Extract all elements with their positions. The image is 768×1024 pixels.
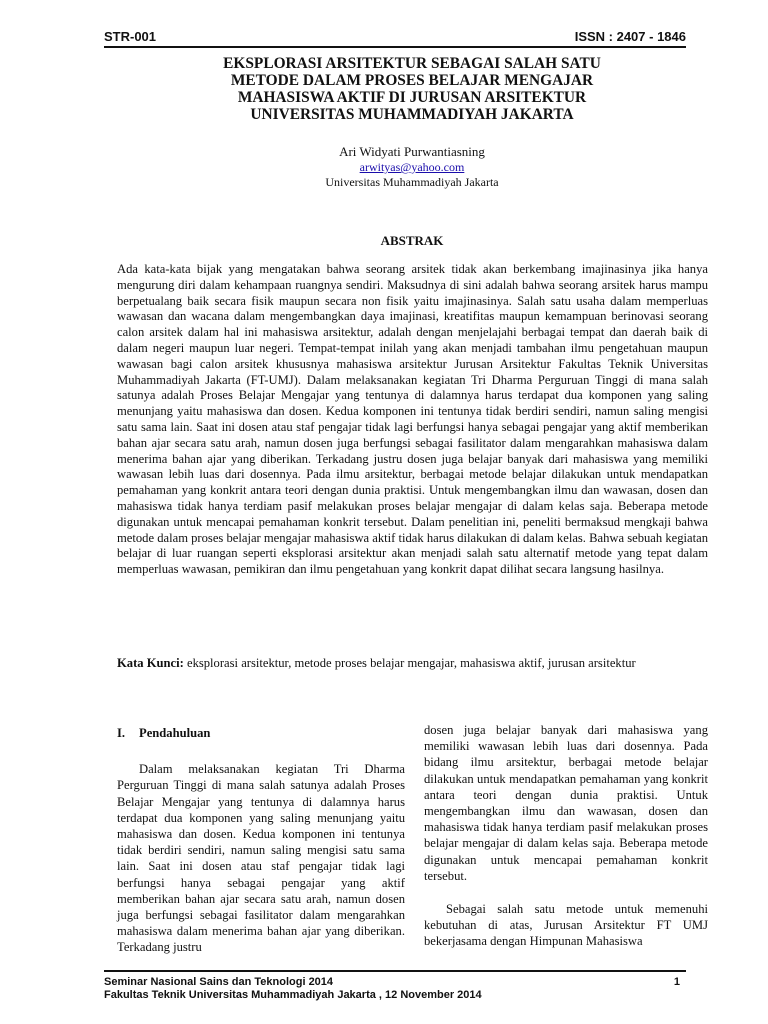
section-title: Pendahuluan — [139, 726, 211, 740]
right-column — [424, 722, 708, 950]
page-footer — [104, 976, 686, 1002]
abstract-text: Ada kata-kata bijak yang mengatakan bahwa seorang arsitek tidak akan berkembang imajinasinya jika hanya mengurung diri dalam kehampaan ruangnya sendiri. Maksudnya di sini adalah bahwa seorang arsitek harus mampu berpetualang baik secara fisik maupun secara non fisik yaitu imajinasinya. Salah satu usaha dalam memperluas wawasan dan wacana dalam mengembangkan daya imajinasi, kreatifitas maupun kemampuan berinovasi seorang calon arsitek dalam hal ini mahasiswa arsitektur, adalah dengan menjelajahi berbagai tempat dan daerah baik di dalam negeri maupun luar negeri. Tempat-tempat inilah yang akan menjadi tambahan ilmu pengetahuan maupun wawasan bagi calon arsitek khususnya mahasiswa arsitektur Jurusan Arsitektur Fakultas Teknik Universitas Muhammadiyah Jakarta (FT-UMJ). Dalam melaksanakan kegiatan Tri Dharma Perguruan Tinggi di mana salah satunya adalah Proses Belajar Mengajar yang tentunya di dalamnya harus terdapat dua komponen yang saling menunjang yaitu mahasiswa dan dosen. Kedua komponen ini tentunya tidak berdiri sendiri, namun saling mengisi satu sama lain. Saat ini dosen atau staf pengajar tidak lagi berfungsi hanya sebagai pengajar yang aktif memberikan bahan ajar secara satu arah, namun dosen juga berfungsi sebagai fasilitator dalam mengarahkan mahasiswa dalam menerima bahan ajar yang diberikan. Terkadang justru dosen juga belajar banyak dari mahasiswa yang memiliki wawasan lebih luas dari dosennya. Pada ilmu arsitektur, berbagai metode belajar dilakukan untuk mendapatkan pemahaman yang konkrit antara teori dengan dunia praktisi. Untuk mengembangkan ilmu dan wawasan, dosen dan mahasiswa tidak hanya terdiam pasif melakukan proses belajar mengajar di dalam kelas saja. Beberapa metode digunakan untuk mencapai pemahaman konkrit tersebut. Dalam penelitian ini, peneliti bermaksud mengkaji bahwa metode dalam proses belajar mengajar mahasiswa aktif tidak harus dilakukan di dalam kelas. Bahwa sebuah kegiatan belajar di luar ruangan seperti eksplorasi arsitektur akan menjadi salah satu alternatif metode yang tepat dalam memperluas wawasan, pemikiran dan ilmu pengetahuan yang konkrit dapat dilihat secara langsung hasilnya. — [117, 262, 709, 577]
page-header — [104, 26, 686, 46]
title-line: EKSPLORASI ARSITEKTUR SEBAGAI SALAH SATU — [223, 55, 601, 72]
paper-code: STR-001 — [104, 29, 157, 44]
title-line: UNIVERSITAS MUHAMMADIYAH JAKARTA — [250, 106, 574, 123]
title-line: MAHASISWA AKTIF DI JURUSAN ARSITEKTUR — [237, 89, 587, 106]
footer-seminar: Seminar Nasional Sains dan Teknologi 2014 — [104, 976, 334, 988]
author-email-link[interactable]: arwityas@yahoo.com — [359, 160, 465, 174]
author-institution: Universitas Muhammadiyah Jakarta — [325, 175, 499, 189]
page-number: 1 — [673, 976, 680, 988]
keywords — [117, 655, 708, 671]
keywords-label: Kata Kunci: — [117, 656, 184, 670]
section-heading — [117, 725, 405, 741]
author-name: Ari Widyati Purwantiasning — [339, 144, 485, 159]
intro-paragraph-continued: dosen juga belajar banyak dari mahasiswa yang memiliki wawasan lebih luas dari dosennya. Pada bidang ilmu arsitektur, berbagai metode belajar dilakukan untuk mendapatkan pemahaman yang konkrit antara teori dengan dunia praktisi. Untuk mengembangkan ilmu dan wawasan, dosen dan mahasiswa tidak hanya terdiam pasif melakukan proses belajar mengajar di dalam kelas saja. Beberapa metode digunakan untuk mencapai pemahaman konkrit tersebut. — [424, 723, 708, 883]
title-line: METODE DALAM PROSES BELAJAR MENGAJAR — [230, 72, 594, 89]
header-rule — [104, 46, 686, 48]
second-paragraph: Sebagai salah satu metode untuk memenuhi kebutuhan di atas, Jurusan Arsitektur FT UMJ bekerjasama dengan Himpunan Mahasiswa — [424, 902, 708, 949]
intro-paragraph: Dalam melaksanakan kegiatan Tri Dharma Perguruan Tinggi di mana salah satunya adalah Proses Belajar Mengajar yang tentunya di dalamnya harus terdapat dua komponen yang saling menunjang yaitu mahasiswa dan dosen. Kedua komponen ini tentunya tidak berdiri sendiri, namun saling mengisi satu sama lain. Saat ini dosen atau staf pengajar tidak lagi berfungsi hanya sebagai pengajar yang aktif memberikan bahan ajar secara satu arah, namun dosen juga berfungsi sebagai fasilitator dalam mengarahkan mahasiswa dalam menerima bahan ajar yang diberikan. Terkadang justru — [117, 762, 405, 955]
footer-rule — [104, 970, 686, 972]
author-block — [104, 144, 720, 190]
footer-faculty-date: Fakultas Teknik Universitas Muhammadiyah Jakarta , 12 November 2014 — [104, 989, 482, 1001]
abstract-heading: ABSTRAK — [380, 233, 444, 248]
keywords-text: eksplorasi arsitektur, metode proses belajar mengajar, mahasiswa aktif, jurusan arsitektur — [183, 656, 636, 670]
issn: ISSN : 2407 - 1846 — [574, 29, 686, 44]
section-number: I. — [117, 726, 126, 740]
paper-title — [104, 55, 720, 123]
left-column — [117, 725, 405, 956]
